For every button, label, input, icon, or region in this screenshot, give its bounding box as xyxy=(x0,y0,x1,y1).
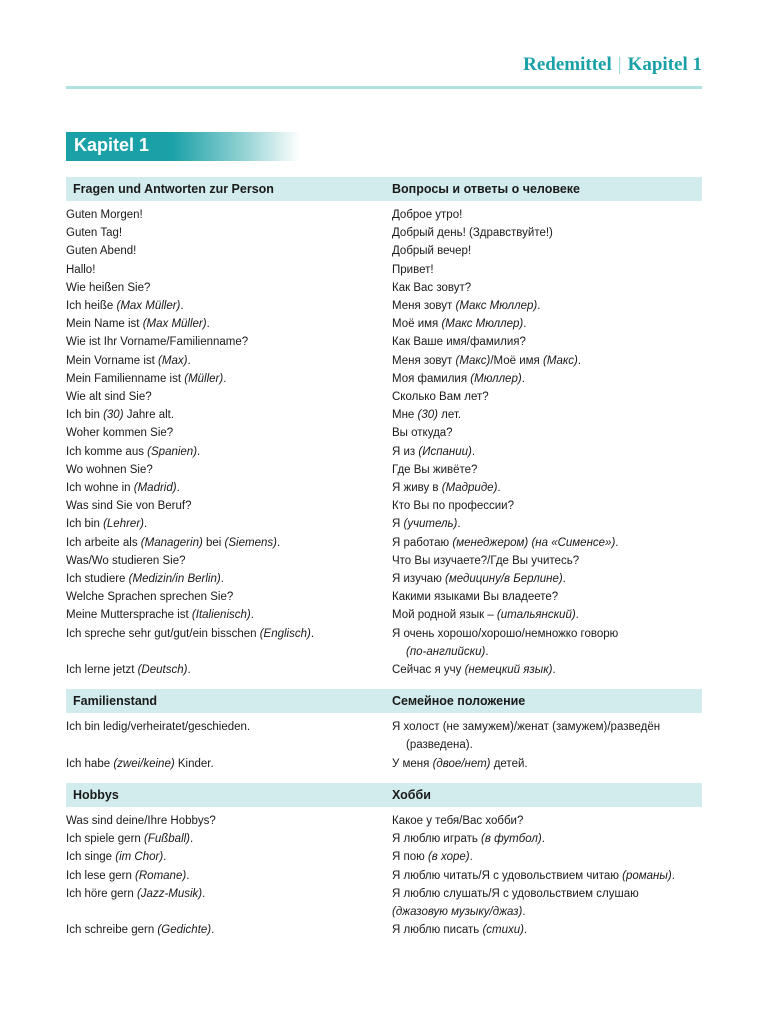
german-phrase: Ich singe (im Chor). xyxy=(66,851,167,864)
phrase-row xyxy=(66,388,702,406)
russian-phrase: Меня зовут (Макс)/Моё имя (Макс). xyxy=(392,354,582,367)
russian-phrase: У меня (двое/нет) детей. xyxy=(392,757,528,770)
section xyxy=(66,783,702,939)
german-phrase: Wie heißen Sie? xyxy=(66,281,151,294)
phrase-table xyxy=(66,177,702,949)
phrase-row xyxy=(66,261,702,279)
russian-phrase: Сколько Вам лет? xyxy=(392,391,489,404)
section-header xyxy=(66,783,702,807)
section-header xyxy=(66,689,702,713)
russian-phrase: Как Вас зовут? xyxy=(392,281,472,294)
phrase-row xyxy=(66,534,702,552)
phrase-row xyxy=(66,406,702,424)
section-header xyxy=(66,177,702,201)
russian-phrase: Какими языками Вы владеете? xyxy=(392,591,559,604)
german-phrase: Guten Abend! xyxy=(66,245,137,258)
german-phrase: Wie alt sind Sie? xyxy=(66,391,152,404)
section xyxy=(66,177,702,679)
phrase-row xyxy=(66,370,702,388)
russian-phrase: Привет! xyxy=(392,263,434,276)
german-phrase: Ich bin (30) Jahre alt. xyxy=(66,409,175,422)
russian-phrase: Я люблю читать/Я с удовольствием читаю (романы). xyxy=(392,869,675,882)
phrase-row xyxy=(66,848,702,866)
running-head-chapter: Kapitel 1 xyxy=(627,54,702,75)
russian-phrase: Доброе утро! xyxy=(392,209,463,221)
russian-phrase: Я из (Испании). xyxy=(392,445,476,458)
german-phrase: Ich schreibe gern (Gedichte). xyxy=(66,924,215,937)
phrase-row xyxy=(66,479,702,497)
russian-phrase: Я пою (в хоре). xyxy=(392,851,473,864)
german-phrase: Ich spiele gern (Fußball). xyxy=(66,833,194,846)
german-phrase: Guten Morgen! xyxy=(66,209,143,221)
russian-phrase: Я люблю слушать/Я с удовольствием слушаю (джазовую музыку/джаз). xyxy=(392,887,639,918)
phrase-row xyxy=(66,297,702,315)
german-phrase: Ich komme aus (Spanien). xyxy=(66,445,201,458)
phrase-row xyxy=(66,718,702,754)
german-phrase: Guten Tag! xyxy=(66,227,123,240)
russian-phrase: Меня зовут (Макс Мюллер). xyxy=(392,300,541,313)
phrase-row xyxy=(66,279,702,297)
german-phrase: Was/Wo studieren Sie? xyxy=(66,554,186,567)
german-phrase: Mein Name ist (Max Müller). xyxy=(66,318,210,331)
russian-phrase: Вы откуда? xyxy=(392,427,453,440)
section-header-german: Familienstand xyxy=(73,694,158,709)
russian-phrase: Моё имя (Макс Мюллер). xyxy=(392,318,527,331)
russian-phrase: Я живу в (Мадриде). xyxy=(392,482,501,495)
german-phrase: Ich studiere (Medizin/in Berlin). xyxy=(66,573,224,586)
phrase-row xyxy=(66,552,702,570)
russian-phrase: Я холост (не замужем)/женат (замужем)/разведён (разведена). xyxy=(392,721,661,752)
phrase-row xyxy=(66,315,702,333)
phrase-row xyxy=(66,461,702,479)
running-head xyxy=(523,54,702,76)
phrase-row xyxy=(66,921,702,939)
section-header-russian: Хобби xyxy=(392,787,431,802)
phrase-row xyxy=(66,830,702,848)
phrase-row xyxy=(66,443,702,461)
russian-phrase: Какое у тебя/Вас хобби? xyxy=(392,814,524,827)
running-head-part: Redemittel xyxy=(523,54,612,75)
german-phrase: Ich lese gern (Romane). xyxy=(66,869,190,882)
phrase-row xyxy=(66,206,702,224)
german-phrase: Welche Sprachen sprechen Sie? xyxy=(66,591,234,604)
german-phrase: Mein Familienname ist (Müller). xyxy=(66,372,227,385)
section-header-german: Fragen und Antworten zur Person xyxy=(73,182,274,196)
phrase-row xyxy=(66,885,702,921)
chapter-banner xyxy=(66,132,300,161)
russian-phrase: Что Вы изучаете?/Где Вы учитесь? xyxy=(392,554,580,567)
russian-phrase: Как Ваше имя/фамилия? xyxy=(392,336,526,349)
phrase-row xyxy=(66,497,702,515)
chapter-title: Kapitel 1 xyxy=(74,135,150,155)
russian-phrase: Я люблю играть (в футбол). xyxy=(392,833,545,846)
section-header-russian: Семейное положение xyxy=(392,694,526,709)
german-phrase: Ich bin ledig/verheiratet/geschieden. xyxy=(66,721,251,734)
russian-phrase: Мой родной язык – (итальянский). xyxy=(392,609,579,622)
russian-phrase: Кто Вы по профессии? xyxy=(392,500,514,513)
phrase-row xyxy=(66,224,702,242)
russian-phrase: Добрый день! (Здравствуйте!) xyxy=(392,227,553,240)
german-phrase: Was sind Sie von Beruf? xyxy=(66,500,192,513)
phrase-row xyxy=(66,424,702,442)
russian-phrase: Добрый вечер! xyxy=(392,245,472,258)
german-phrase: Ich habe (zwei/keine) Kinder. xyxy=(66,757,214,770)
section-header-german: Hobbys xyxy=(73,787,119,802)
german-phrase: Ich spreche sehr gut/gut/ein bisschen (Englisch). xyxy=(66,627,315,640)
german-phrase: Ich wohne in (Madrid). xyxy=(66,482,180,495)
russian-phrase: Я люблю писать (стихи). xyxy=(392,924,528,937)
russian-phrase: Где Вы живёте? xyxy=(392,463,478,476)
russian-phrase: Я очень хорошо/хорошо/немножко говорю (по-английски). xyxy=(392,627,619,658)
section xyxy=(66,689,702,773)
russian-phrase: Моя фамилия (Мюллер). xyxy=(392,372,525,385)
german-phrase: Was sind deine/Ihre Hobbys? xyxy=(66,814,216,827)
phrase-row xyxy=(66,867,702,885)
phrase-row xyxy=(66,625,702,661)
russian-phrase: Мне (30) лет. xyxy=(392,409,462,422)
german-phrase: Ich höre gern (Jazz-Musik). xyxy=(66,887,206,900)
german-phrase: Meine Muttersprache ist (Italienisch). xyxy=(66,609,254,622)
section-header-russian: Вопросы и ответы о человеке xyxy=(392,182,581,196)
german-phrase: Hallo! xyxy=(66,263,96,276)
phrase-row xyxy=(66,515,702,533)
german-phrase: Wie ist Ihr Vorname/Familienname? xyxy=(66,336,249,349)
german-phrase: Mein Vorname ist (Max). xyxy=(66,354,191,367)
german-phrase: Ich bin (Lehrer). xyxy=(66,518,148,531)
phrase-row xyxy=(66,242,702,260)
header-rule xyxy=(66,86,702,89)
russian-phrase: Я изучаю (медицину/в Берлине). xyxy=(392,573,566,586)
phrase-row xyxy=(66,755,702,773)
phrase-row xyxy=(66,333,702,351)
german-phrase: Ich lerne jetzt (Deutsch). xyxy=(66,664,191,677)
running-head-separator: | xyxy=(617,54,622,75)
german-phrase: Ich arbeite als (Managerin) bei (Siemens). xyxy=(66,536,281,549)
german-phrase: Ich heiße (Max Müller). xyxy=(66,300,184,313)
russian-phrase: Я работаю (менеджером) (на «Сименсе»). xyxy=(392,536,619,549)
russian-phrase: Я (учитель). xyxy=(392,518,461,531)
phrase-row xyxy=(66,812,702,830)
phrase-row xyxy=(66,588,702,606)
phrase-row xyxy=(66,661,702,679)
german-phrase: Woher kommen Sie? xyxy=(66,427,174,440)
phrase-row xyxy=(66,352,702,370)
german-phrase: Wo wohnen Sie? xyxy=(66,463,153,476)
russian-phrase: Сейчас я учу (немецкий язык). xyxy=(392,664,556,677)
phrase-row xyxy=(66,570,702,588)
phrase-row xyxy=(66,606,702,624)
